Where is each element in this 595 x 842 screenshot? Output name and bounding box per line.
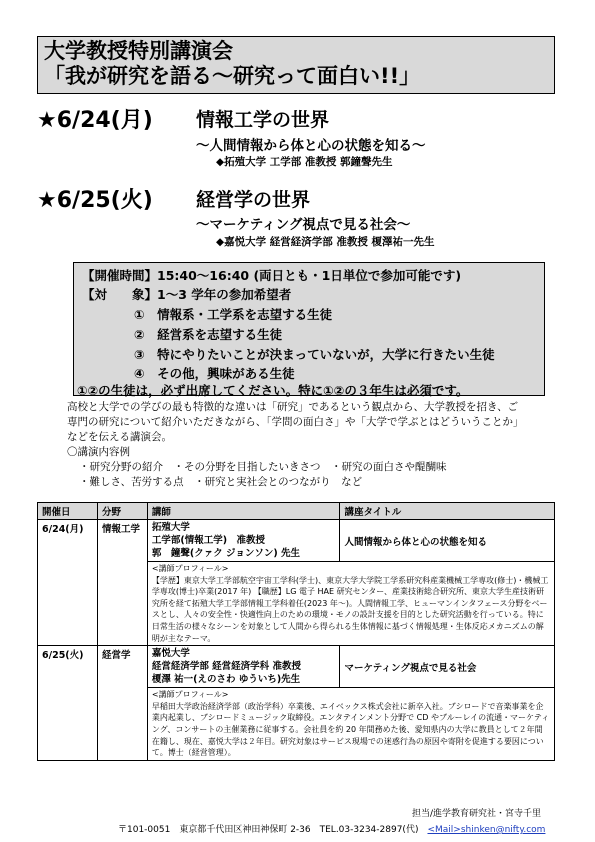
row2-lecturer-name: 榎澤 祐一(えのさわ ゆういち)先生 xyxy=(151,674,301,686)
option-2-text: 経営系を志望する生徒 xyxy=(157,327,283,342)
option-3 xyxy=(134,345,495,363)
row1-profile-text: 【学歴】東京大学工学部航空宇宙工学科(学士)、東京大学大学院工学系研究科産業機械工学専攻(修士)・機械工学専攻(博士)卒業(2017 年) 【職歴】LG 電子 HAE 研究センター、産業技術総合研究所、東京大学生産技術研究所を経て拓殖大学工学部情報工学科着任(2023 年〜)。人間情報工学、ヒューマンインタフェース分野をベースとし、人々の安全性・快適性向上のための環境・モノの設計支援を目的とした研究活動を行っている。特に日常生活の様々なシーンを対象として人間から得られる生体情報に基づく情報処理・生体反応メカニズムの解明が主なテーマ。 xyxy=(151,575,549,643)
row2-profile-text: 早稲田大学政治経済学部（政治学科）卒業後、エイベックス株式会社に新卒入社。ブシロードで音楽事業を企業内起業し、ブシロードミュージック取締役。エンタテインメント分野で CD やブルーレイの流通・マーケティング、コンサートの主催業務に従事する。会社員を約 20 年間務めた後、愛知県内の大学に教員として２年間在籍し、現在、嘉悦大学は２年目。研究対象はサービス現場での迷惑行為の原因や寄附を促進する要因について。博士（経営管理）。 xyxy=(151,701,550,758)
row2-profile-label: <講師プロフィール> xyxy=(151,690,229,700)
event1-date: ★6/24(月) xyxy=(37,108,153,133)
row1-field: 情報工学 xyxy=(97,520,147,646)
option-1-text: 情報系・工学系を志望する生徒 xyxy=(157,307,333,322)
intro-line1: 高校と大学での学びの最も特徴的な違いは「研究」であるという観点から、大学教授を招き、ご xyxy=(67,401,519,413)
row1-profile-label: <講師プロフィール> xyxy=(151,564,229,573)
row2-lecturer-univ: 嘉悦大学 xyxy=(151,648,190,660)
row2-lecturer-dept: 経営経済学部 経営経済学科 准教授 xyxy=(151,661,301,673)
option-2 xyxy=(134,325,282,343)
header-date: 開催日 xyxy=(38,503,98,520)
row1-lecturer-univ: 拓殖大学 xyxy=(151,522,190,533)
header-lecturer: 講師 xyxy=(147,503,340,520)
footer-mail-link[interactable]: <Mail>shinken@nifty.com xyxy=(427,825,546,835)
option-1 xyxy=(134,305,332,323)
row2-title: マーケティング視点で見る社会 xyxy=(340,646,555,688)
target-label: 【対 象】 xyxy=(82,287,158,302)
target-value: 1〜3 学年の参加希望者 xyxy=(157,287,292,302)
intro-line2: 専門の研究について紹介いただきながら、「学問の面白さ」や「大学で学ぶとはどういうことか」 xyxy=(67,416,524,428)
time-row xyxy=(82,266,461,284)
title-line1: 大学教授特別講演会 xyxy=(44,39,233,63)
row1-date: 6/24(月) xyxy=(38,520,98,646)
row2-profile-cell xyxy=(147,688,554,761)
row1-lecturer-dept: 工学部(情報工学) 准教授 xyxy=(151,535,266,546)
row2-field: 経営学 xyxy=(97,646,147,761)
option-3-num: ③ xyxy=(134,347,145,362)
row1-title: 人間情報から体と心の状態を知る xyxy=(340,520,555,562)
event1-subtitle: 〜人間情報から体と心の状態を知る〜 xyxy=(196,138,426,154)
event1-speaker: ◆拓殖大学 工学部 准教授 郭鐘聲先生 xyxy=(216,156,393,168)
row1-lecturer xyxy=(147,520,340,562)
row2-date: 6/25(火) xyxy=(38,646,98,761)
option-2-num: ② xyxy=(134,327,145,342)
option-4 xyxy=(134,364,295,382)
event2-date: ★6/25(火) xyxy=(37,188,153,213)
row1-lecturer-name: 郭 鐘聲(クァク ジョンソン) 先生 xyxy=(151,548,300,559)
info-box xyxy=(73,262,545,396)
title-box xyxy=(37,36,555,94)
event2-speaker: ◆嘉悦大学 経営経済学部 准教授 榎澤祐一先生 xyxy=(216,236,435,248)
footer-address: 〒101-0051 東京都千代田区神田神保町 2-36 TEL.03-3234-2897(代) xyxy=(118,825,419,835)
event1-topic: 情報工学の世界 xyxy=(196,109,330,131)
row1-profile-cell xyxy=(147,562,554,646)
intro-line3: などを伝える講演会。 xyxy=(67,431,172,443)
option-3-text: 特にやりたいことが決まっていないが，大学に行きたい生徒 xyxy=(157,347,495,362)
header-title: 講座タイトル xyxy=(340,503,555,520)
contents-line2: ・難しさ、苦労する点 ・研究と実社会とのつながり など xyxy=(79,476,363,488)
footer-address-line xyxy=(118,822,545,835)
schedule-table xyxy=(37,502,555,761)
time-label: 【開催時間】 xyxy=(82,268,158,283)
option-4-text: その他，興味がある生徒 xyxy=(157,366,295,381)
table-row xyxy=(38,520,555,562)
table-header-row xyxy=(38,503,555,520)
time-value: 15:40〜16:40 (両日とも・1日単位で参加可能です) xyxy=(157,268,462,283)
title-line2: 「我が研究を語る〜研究って面白い!!」 xyxy=(44,64,421,88)
header-field: 分野 xyxy=(97,503,147,520)
event2-subtitle: 〜マーケティング視点で見る社会〜 xyxy=(196,217,411,233)
option-1-num: ① xyxy=(134,307,145,322)
option-4-num: ④ xyxy=(134,366,145,381)
info-note: ①②の生徒は，必ず出席してください。特に①②の３年生は必須です。 xyxy=(77,383,469,398)
target-row xyxy=(82,285,291,303)
table-row xyxy=(38,646,555,688)
contents-line1: ・研究分野の紹介 ・その分野を目指したいきさつ ・研究の面白さや醍醐味 xyxy=(79,461,447,473)
contents-title: 〇講演内容例 xyxy=(67,446,130,458)
footer-contact: 担当/進学教育研究社・宮寺千里 xyxy=(411,809,541,819)
row2-lecturer xyxy=(147,646,340,688)
event2-topic: 経営学の世界 xyxy=(196,189,311,211)
intro-text xyxy=(67,400,547,490)
